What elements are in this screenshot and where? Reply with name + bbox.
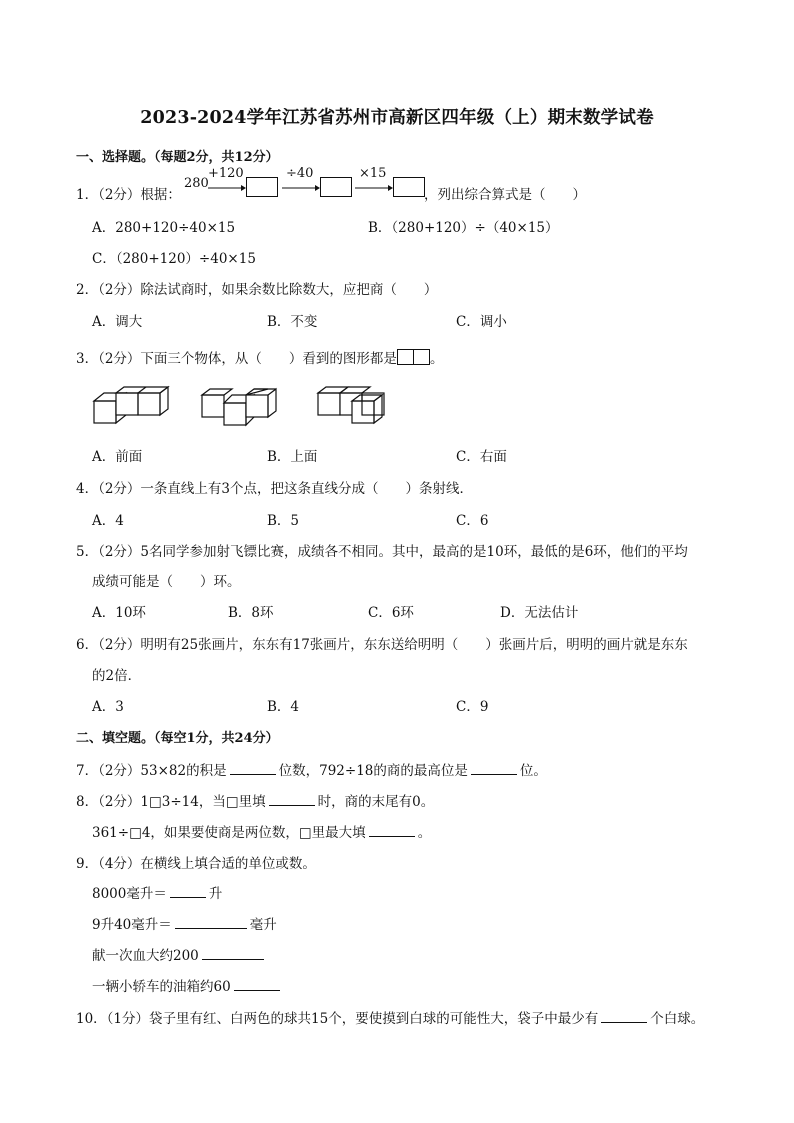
question-1-option-c: C．（280+120）÷40×15 [92,251,256,267]
page-title: 2023-2024学年江苏省苏州市高新区四年级（上）期末数学试卷 [140,108,654,128]
flow-box-2 [320,177,352,197]
question-1-prefix: 1．（2分）根据： [76,187,181,203]
cube-figure-1 [90,383,170,428]
answer-blank[interactable] [175,915,247,929]
question-9-line-2-a: 9升40毫升＝ [92,917,172,933]
flow-op-3: ×15 [359,166,387,181]
flow-op-2: ÷40 [286,166,314,181]
arrow-icon [208,184,246,192]
square-icon [397,349,414,365]
question-9-line-2 [92,913,277,933]
question-2-option-c: C．调小 [456,314,507,330]
question-4-option-a: A．4 [92,513,124,529]
question-5-option-b: B．8环 [228,605,274,621]
question-8-part-d: 。 [417,825,432,841]
question-1-flow-diagram [184,166,424,200]
question-1-suffix: ，列出综合算式是（ ） [424,187,586,203]
question-10 [76,1007,704,1027]
flow-start-value: 280 [184,176,209,191]
question-3-option-a: A．前面 [92,449,143,465]
question-7-part-b: 位数，792÷18的商的最高位是 [278,763,468,779]
question-6-line-1: 6．（2分）明明有25张画片，东东有17张画片，东东送给明明（ ）张画片后，明明的画片就是东东 [76,637,688,653]
question-3-text [76,347,443,367]
question-9-line-1-a: 8000毫升＝ [92,886,167,902]
question-8-part-c: 361÷□4，如果要使商是两位数，□里最大填 [92,825,366,841]
question-1-option-b: B．（280+120）÷（40×15） [368,220,559,236]
question-9-line-2-b: 毫升 [249,917,277,933]
question-4-text: 4．（2分）一条直线上有3个点，把这条直线分成（ ）条射线． [76,481,474,497]
question-6-option-a: A．3 [92,699,124,715]
flow-box-3 [393,177,425,197]
question-8-part-b: 时，商的末尾有0。 [317,794,435,810]
question-9-line-1 [92,882,222,902]
question-5-line-2: 成绩可能是（ ）环。 [92,574,241,590]
answer-blank[interactable] [170,884,206,898]
answer-blank[interactable] [202,946,264,960]
question-1-option-a: A．280+120÷40×15 [92,220,236,236]
question-6-line-2: 的2倍． [92,668,142,684]
flow-op-1: +120 [208,166,244,181]
question-9-line-1-b: 升 [208,886,223,902]
section-heading-fill: 二、填空题。（每空1分，共24分） [76,731,279,746]
square-icon [414,349,430,365]
answer-blank[interactable] [230,761,276,775]
answer-blank[interactable] [234,977,280,991]
question-3-end: 。 [429,351,444,367]
question-8-line-1 [76,790,434,810]
question-5-option-c: C．6环 [368,605,414,621]
question-10-part-b: 个白球。 [650,1011,705,1027]
question-3-stem: 3．（2分）下面三个物体，从（ ）看到的图形都是 [76,351,397,367]
question-9-line-3-text: 献一次血大约200 [92,948,199,964]
question-8-line-2 [92,821,431,841]
cube-figure-2 [198,385,278,430]
question-6-option-b: B．4 [267,699,300,715]
cube-figure-3 [314,383,394,428]
arrow-icon [282,184,320,192]
question-2-option-b: B．不变 [267,314,318,330]
answer-blank[interactable] [601,1009,647,1023]
arrow-icon [355,184,393,192]
question-7 [76,759,547,779]
question-5-line-1: 5．（2分）5名同学参加射飞镖比赛，成绩各不相同。其中，最高的是10环，最低的是6环，他们的平均 [76,544,688,560]
question-2-option-a: A．调大 [92,314,143,330]
question-3-option-c: C．右面 [456,449,507,465]
question-9-text: 9．（4分）在横线上填合适的单位或数。 [76,856,316,872]
question-8-part-a: 8．（2分）1□3÷14，当□里填 [76,794,266,810]
section-heading-choice: 一、选择题。（每题2分，共12分） [76,150,279,165]
answer-blank[interactable] [471,761,517,775]
question-10-part-a: 10．（1分）袋子里有红、白两色的球共15个，要使摸到白球的可能性大，袋子中最少有 [76,1011,599,1027]
answer-blank[interactable] [369,823,415,837]
question-9-line-4-text: 一辆小轿车的油箱约60 [92,979,231,995]
question-9-line-3 [92,944,267,964]
question-5-option-a: A．10环 [92,605,146,621]
question-4-option-b: B．5 [267,513,300,529]
question-3-option-b: B．上面 [267,449,318,465]
question-7-part-a: 7．（2分）53×82的积是 [76,763,227,779]
question-2-text: 2．（2分）除法试商时，如果余数比除数大，应把商（ ） [76,282,438,298]
question-4-option-c: C．6 [456,513,489,529]
question-6-option-c: C．9 [456,699,489,715]
question-7-part-c: 位。 [519,763,547,779]
answer-blank[interactable] [269,792,315,806]
flow-box-1 [246,177,278,197]
question-5-option-d: D．无法估计 [500,605,579,621]
question-9-line-4 [92,975,283,995]
